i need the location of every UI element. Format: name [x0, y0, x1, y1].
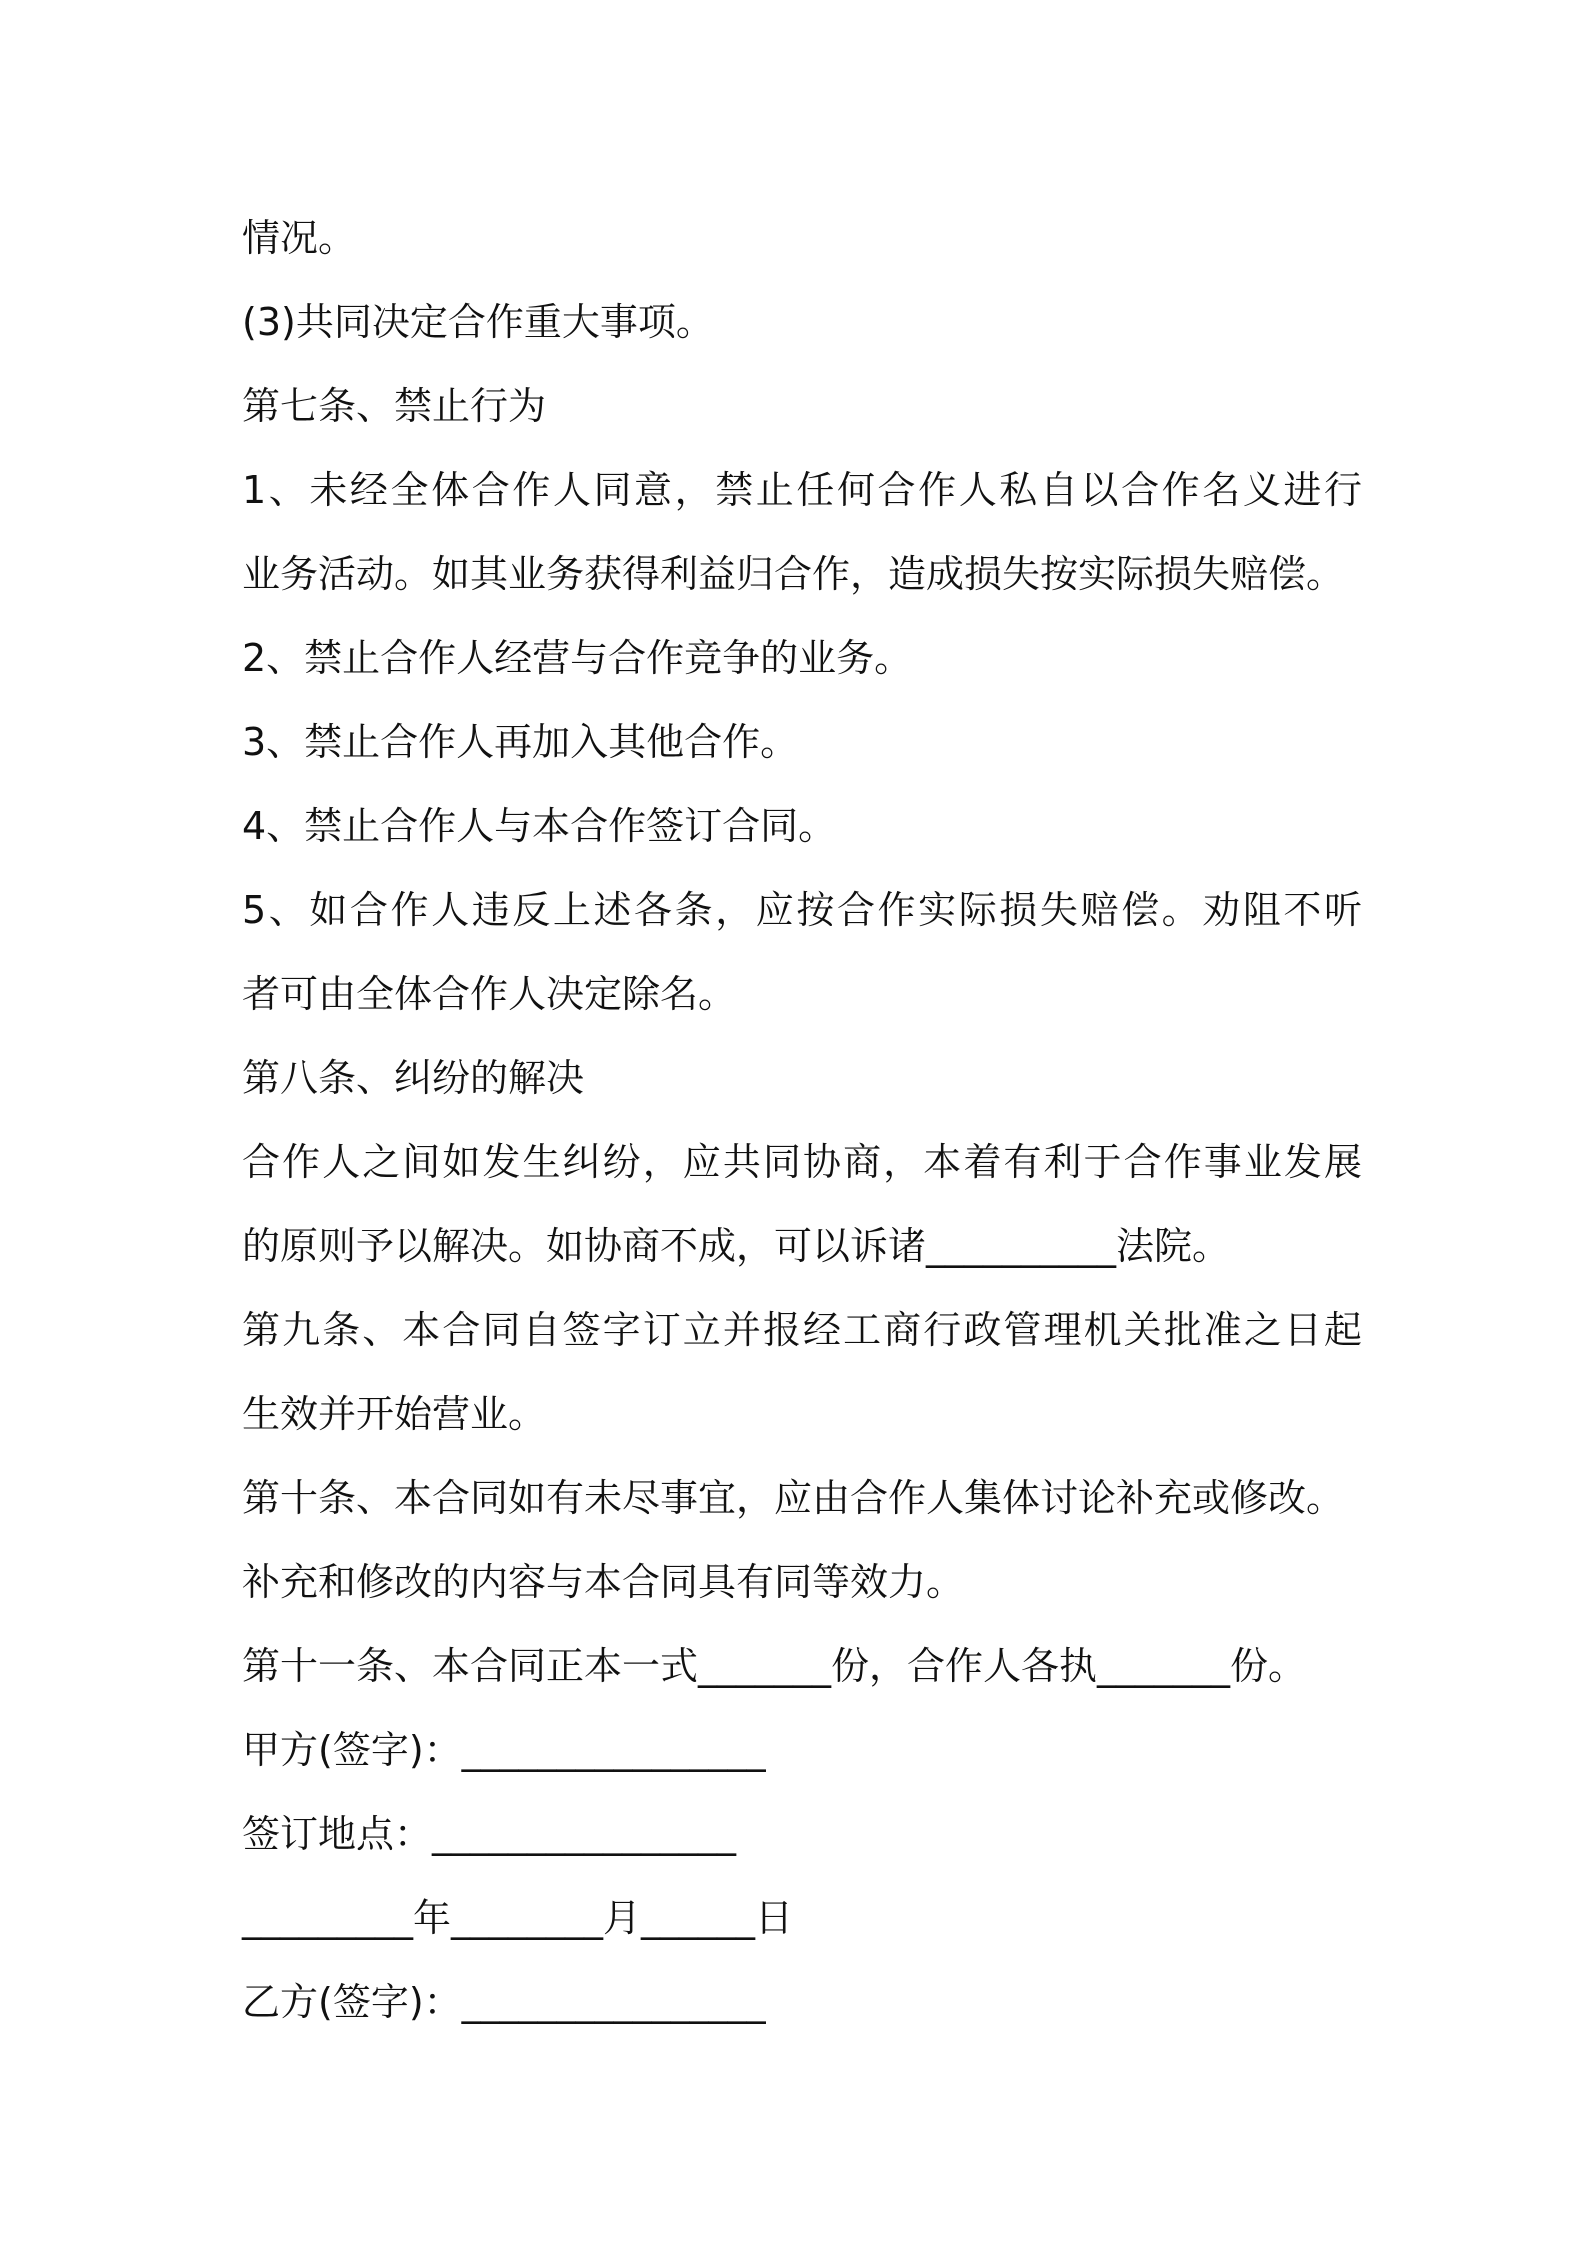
text-line: 生效并开始营业。	[242, 1392, 547, 1436]
text-line: 的原则予以解决。如协商不成，可以诉诸__________法院。	[242, 1224, 1231, 1268]
text-line: 4、禁止合作人与本合作签订合同。	[242, 804, 837, 848]
signature-party-a: 甲方(签字)：________________	[242, 1728, 766, 1772]
signing-place: 签订地点：________________	[242, 1812, 737, 1856]
text-line: 5、如合作人违反上述各条，应按合作实际损失赔偿。劝阻不听	[242, 888, 1362, 932]
section-heading: 第八条、纠纷的解决	[242, 1056, 585, 1100]
signing-date: _________年________月______日	[242, 1896, 794, 1940]
text-line: (3)共同决定合作重大事项。	[242, 300, 714, 344]
text-line: 合作人之间如发生纠纷，应共同协商，本着有利于合作事业发展	[242, 1140, 1362, 1184]
text-line: 业务活动。如其业务获得利益归合作，造成损失按实际损失赔偿。	[242, 552, 1345, 596]
text-line: 第九条、本合同自签字订立并报经工商行政管理机关批准之日起	[242, 1308, 1362, 1352]
text-line: 补充和修改的内容与本合同具有同等效力。	[242, 1560, 965, 1604]
text-line: 情况。	[242, 216, 357, 260]
text-line: 3、禁止合作人再加入其他合作。	[242, 720, 799, 764]
text-line: 2、禁止合作人经营与合作竞争的业务。	[242, 636, 913, 680]
document-body	[242, 196, 1362, 2044]
section-heading: 第七条、禁止行为	[242, 384, 547, 428]
text-line: 者可由全体合作人决定除名。	[242, 972, 737, 1016]
text-line: 第十一条、本合同正本一式_______份，合作人各执_______份。	[242, 1644, 1307, 1688]
signature-party-b: 乙方(签字)：________________	[242, 1980, 766, 2024]
text-line: 1、未经全体合作人同意，禁止任何合作人私自以合作名义进行	[242, 468, 1362, 512]
text-line: 第十条、本合同如有未尽事宜，应由合作人集体讨论补充或修改。	[242, 1476, 1345, 1520]
